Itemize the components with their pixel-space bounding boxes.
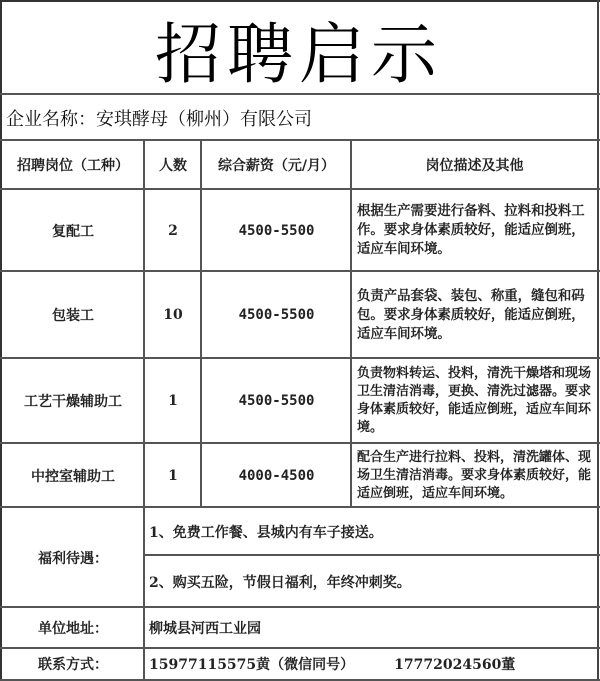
- company-label: 企业名称：: [6, 109, 96, 130]
- position-cell: 工艺干燥辅助工: [24, 394, 122, 410]
- header-count: 人数: [159, 158, 187, 174]
- salary-cell: 4500-5500: [238, 307, 315, 323]
- address-value: 柳城县河西工业园: [149, 621, 261, 637]
- description-cell: 负责产品套袋、装包、称重，缝包和码包。要求身体素质较好，能适应倒班，适应车间环境。: [357, 287, 585, 342]
- benefit-item: 2、购买五险，节假日福利，年终冲刺奖。: [149, 574, 411, 591]
- contact-phone-secondary[interactable]: 17772024560董: [394, 657, 516, 673]
- column-divider: [350, 140, 352, 507]
- count-cell: 10: [163, 307, 183, 323]
- description-cell: 配合生产进行拉料、投料，清洗罐体、现场卫生清洁消毒。要求身体素质较好，能适应倒班，适应车间环境。: [357, 449, 592, 501]
- company-name: 安琪酵母（柳州）有限公司: [96, 109, 312, 130]
- column-divider: [143, 507, 145, 681]
- header-position: 招聘岗位（工种）: [17, 158, 129, 174]
- address-label: 单位地址：: [38, 621, 108, 637]
- page-title: 招聘启示: [155, 15, 443, 93]
- salary-cell: 4000-4500: [238, 467, 315, 484]
- position-cell: 中控室辅助工: [31, 468, 115, 485]
- column-divider: [200, 140, 202, 507]
- description-cell: 负责物料转运、投料，清洗干燥塔和现场卫生清洁消毒，更换、清洗过滤器。要求身体素质较好，能适应倒班，适应车间环境。: [357, 366, 592, 435]
- position-cell: 包装工: [52, 308, 94, 324]
- column-divider: [143, 140, 145, 507]
- frame-right-border: [597, 0, 599, 681]
- count-cell: 1: [168, 393, 178, 409]
- benefits-label: 福利待遇：: [38, 550, 108, 567]
- salary-cell: 4500-5500: [238, 222, 315, 239]
- description-cell: 根据生产需要进行备料、拉料和投料工作。要求身体素质较好，能适应倒班，适应车间环境。: [357, 203, 585, 257]
- contact-label: 联系方式：: [38, 657, 108, 673]
- count-cell: 2: [168, 222, 178, 239]
- header-description: 岗位描述及其他: [425, 158, 524, 174]
- contact-phone-primary[interactable]: 15977115575黄（微信同号）: [149, 657, 355, 673]
- header-salary: 综合薪资（元/月）: [217, 158, 336, 174]
- count-cell: 1: [168, 467, 178, 484]
- company-row: [6, 96, 596, 140]
- salary-cell: 4500-5500: [238, 393, 315, 409]
- contact-row: [145, 649, 597, 679]
- benefit-item: 1、免费工作餐、县城内有车子接送。: [149, 524, 383, 541]
- divider: [0, 93, 600, 95]
- position-cell: 复配工: [52, 223, 94, 240]
